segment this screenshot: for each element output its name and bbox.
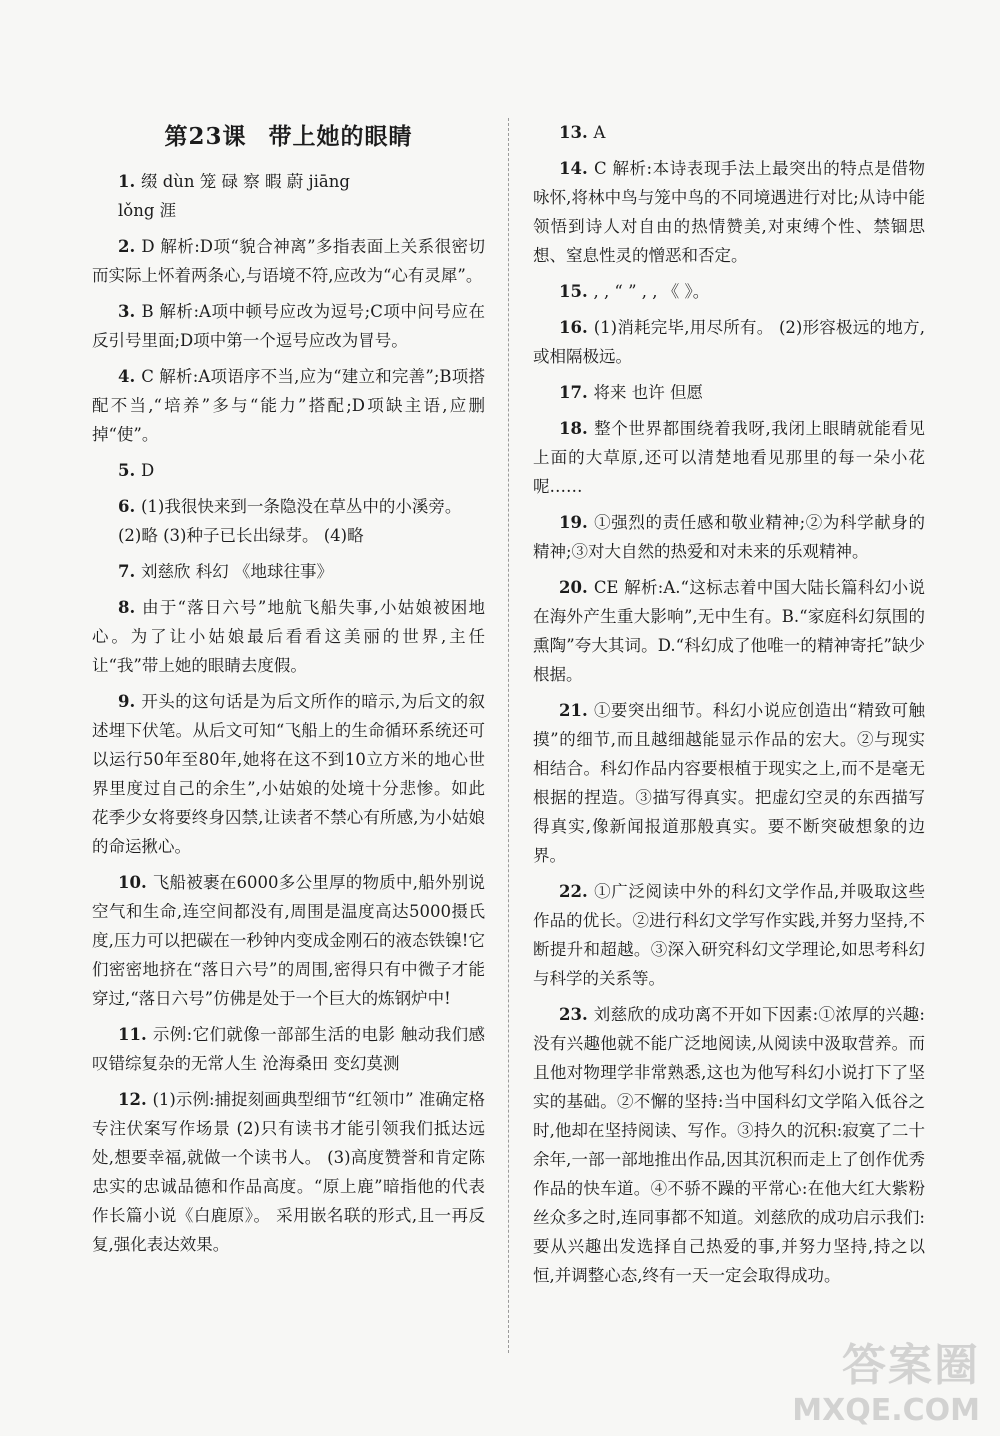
answer-item [92, 1020, 485, 1078]
answer-number: 5. [118, 461, 141, 480]
answer-number: 15. [559, 282, 594, 301]
answer-text: D [140, 461, 155, 480]
answer-text: C 解析:本诗表现手法上最突出的特点是借物咏怀,将林中鸟与笼中鸟的不同境遇进行对比;从诗中能领悟到诗人对自由的热情赞美,对束缚个性、禁锢思想、窒息性灵的憎恶和否定。 [533, 159, 925, 265]
answer-text: ①强烈的责任感和敬业精神;②为科学献身的精神;③对大自然的热爱和对未来的乐观精神。 [533, 513, 925, 561]
answer-number: 16. [559, 318, 594, 337]
answer-text: B 解析:A项中顿号应改为逗号;C项中问号应在反引号里面;D项中第一个逗号应改为冒号。 [92, 302, 485, 350]
answer-text: D 解析:D项“貌合神离”多指表面上关系很密切而实际上怀着两条心,与语境不符,应改为“心有灵犀”。 [92, 237, 485, 285]
watermark-site: MXQE.COM [792, 1393, 980, 1428]
answer-item [533, 508, 925, 566]
answer-number: 17. [559, 383, 594, 402]
answer-text: (1)我很快来到一条隐没在草丛中的小溪旁。 [140, 497, 462, 516]
answer-item [92, 868, 485, 1013]
answer-number: 22. [559, 882, 595, 901]
answer-text: (2)略 (3)种子已长出绿芽。 (4)略 [118, 526, 364, 545]
answer-text: lǒng 涯 [118, 201, 177, 220]
answer-text: 将来 也许 但愿 [593, 383, 703, 402]
answer-item [533, 154, 925, 270]
answer-text: 示例:它们就像一部部生活的电影 触动我们感叹错综复杂的无常人生 沧海桑田 变幻莫测 [92, 1025, 485, 1073]
answer-number: 9. [118, 692, 142, 711]
answer-item [92, 167, 485, 225]
answer-text: ①要突出细节。科幻小说应创造出“精致可触摸”的细节,而且越细越能显示作品的宏大。②与现实相结合。科幻作品内容要根植于现实之上,而不是毫无根据的捏造。③描写得真实。把虚幻空灵的东西描写得真实,像新闻报道那般真实。要不断突破想象的边界。 [533, 701, 926, 865]
answer-number: 13. [559, 123, 594, 142]
answer-item [533, 414, 925, 501]
answer-text: 由于“落日六号”地航飞船失事,小姑娘被困地心。为了让小姑娘最后看看这美丽的世界,主任让“我”带上她的眼睛去度假。 [92, 598, 485, 675]
answer-text: 刘慈欣的成功离不开如下因素:①浓厚的兴趣:没有兴趣他就不能广泛地阅读,从阅读中汲取营养。而且他对物理学非常熟悉,这也为他写科幻小说打下了坚实的基础。②不懈的坚持:当中国科幻文学陷入低谷之时,他却在坚持阅读、写作。③持久的沉积:寂寞了二十余年,一部一部地推出作品,因其沉积而走上了创作优秀作品的快车道。④不骄不躁的平常心:在他大红大紫粉丝众多之时,连同事都不知道。刘慈欣的成功启示我们:要从兴趣出发选择自己热爱的事,并努力坚持,持之以恒,并调整心态,终有一天一定会取得成功。 [533, 1005, 925, 1285]
answer-text: 飞船被裹在6000多公里厚的物质中,船外别说空气和生命,连空间都没有,周围是温度高达5000摄氏度,压力可以把碳在一秒钟内变成金刚石的液态铁镍!它们密密地挤在“落日六号”的周围,密得只有中微子才能穿过,“落日六号”仿佛是处于一个巨大的炼钢炉中! [92, 873, 485, 1008]
answer-number: 7. [118, 562, 141, 581]
answer-item [92, 1085, 485, 1259]
answer-number: 21. [559, 701, 594, 720]
answer-text: 开头的这句话是为后文所作的暗示,为后文的叙述埋下伏笔。从后文可知“飞船上的生命循环系统还可以运行50年至80年,她将在这不到10立方米的地心世界里度过自己的余生”,小姑娘的处境十分悲惨。如此花季少女将要终身囚禁,让读者不禁心有所感,为小姑娘的命运揪心。 [92, 692, 485, 856]
answer-item [533, 313, 925, 371]
answer-text: 刘慈欣 科幻 《地球往事》 [140, 562, 333, 581]
answer-number: 12. [118, 1090, 153, 1109]
right-column [533, 118, 925, 1297]
left-column [92, 118, 485, 1266]
lesson-name: 带上她的眼睛 [268, 123, 413, 150]
answer-number: 11. [118, 1025, 153, 1044]
answer-number: 8. [118, 598, 143, 617]
answer-item [92, 232, 485, 290]
answer-item [92, 557, 485, 586]
answer-item [533, 1000, 925, 1290]
answer-number: 2. [118, 237, 142, 256]
answer-item [92, 456, 485, 485]
lesson-number: 第23课 [164, 123, 247, 150]
answer-item [92, 362, 485, 449]
answer-item [533, 277, 925, 306]
watermark-logo: 答案圈 [842, 1340, 980, 1391]
answer-number: 14. [559, 159, 595, 178]
answer-item [533, 696, 925, 870]
answer-text: (1)消耗完毕,用尽所有。 (2)形容极远的地方,或相隔极远。 [533, 318, 926, 366]
answer-number: 18. [559, 419, 595, 438]
answer-number: 19. [559, 513, 595, 532]
answer-number: 4. [118, 367, 142, 386]
answer-number: 6. [118, 497, 141, 516]
answer-text: , , “ ” , , 《 》。 [593, 282, 710, 301]
answer-text: (1)示例:捕捉刻画典型细节“红领巾” 准确定格专注伏案写作场景 (2)只有读书才能引领我们抵达远处,想要幸福,就做一个读书人。 (3)高度赞誉和肯定陈忠实的忠诚品德和作品高度。“原上鹿”暗指他的代表作长篇小说《白鹿原》。 采用嵌名联的形式,且一再反复,强化表达效果。 [92, 1090, 485, 1254]
page-title [92, 118, 485, 151]
answer-text: 整个世界都围绕着我呀,我闭上眼睛就能看见上面的大草原,还可以清楚地看见那里的每一朵小花呢…… [533, 419, 925, 496]
column-divider [508, 118, 509, 1353]
answer-text: 缀 dùn 笼 碌 察 暇 蔚 jiāng [140, 172, 350, 191]
answer-text: C 解析:A项语序不当,应为“建立和完善”;B项搭配不当,“培养”多与“能力”搭配;D项缺主语,应删掉“使”。 [92, 367, 485, 444]
answer-number: 20. [559, 578, 594, 597]
answer-text: ①广泛阅读中外的科幻文学作品,并吸取这些作品的优长。②进行科幻文学写作实践,并努力坚持,不断提升和超越。③深入研究科幻文学理论,如思考科幻与科学的关系等。 [533, 882, 925, 988]
answer-text: A [593, 123, 606, 142]
answer-item [92, 593, 485, 680]
answer-text: CE 解析:A.“这标志着中国大陆长篇科幻小说在海外产生重大影响”,无中生有。B.“家庭科幻氛围的熏陶”夸大其词。D.“科幻成了他唯一的精神寄托”缺少根据。 [533, 578, 925, 684]
answer-item [533, 877, 925, 993]
answer-item [533, 378, 925, 407]
answer-item [92, 492, 485, 550]
answer-item [92, 687, 485, 861]
watermark [792, 1329, 980, 1428]
answer-number: 23. [559, 1005, 594, 1024]
answer-item [92, 297, 485, 355]
answer-item [533, 573, 925, 689]
answer-item [533, 118, 925, 147]
answer-number: 3. [118, 302, 142, 321]
answer-number: 1. [118, 172, 141, 191]
answer-number: 10. [118, 873, 153, 892]
